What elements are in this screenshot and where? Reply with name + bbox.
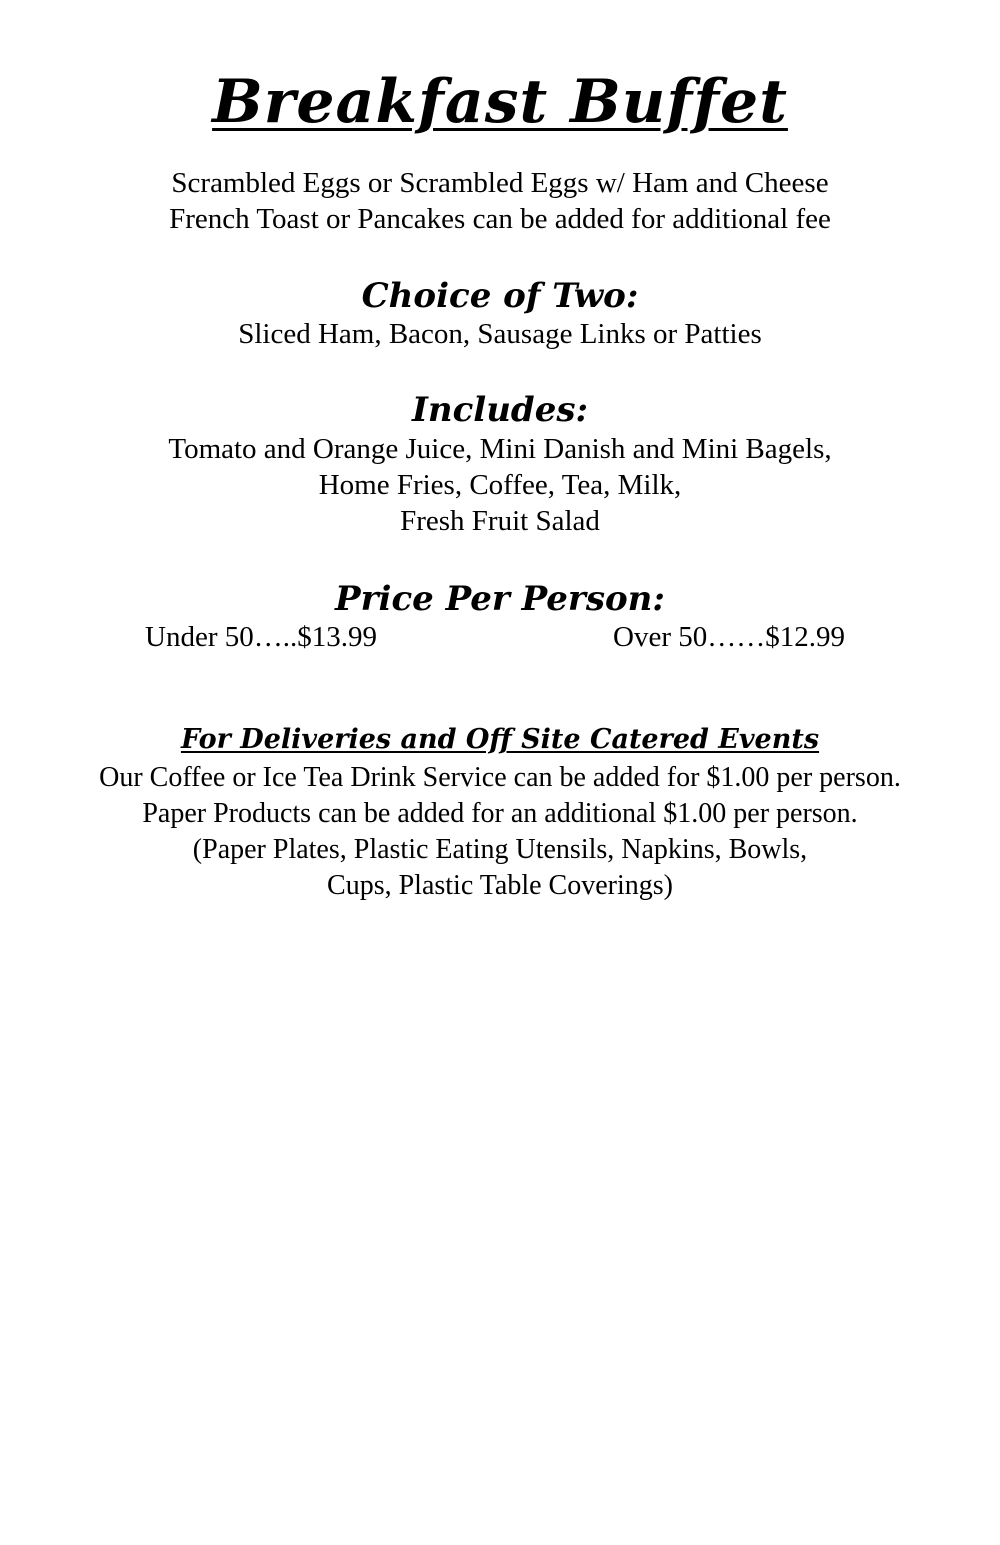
intro-line-1: Scrambled Eggs or Scrambled Eggs w/ Ham and Cheese — [171, 167, 829, 199]
deliveries-line-4: Cups, Plastic Table Coverings) — [327, 870, 673, 901]
deliveries-line-2: Paper Products can be added for an additional $1.00 per person. — [142, 798, 858, 829]
includes-line-3: Fresh Fruit Salad — [400, 505, 600, 537]
price-row — [0, 619, 1000, 659]
includes-section — [0, 431, 1000, 539]
includes-line-2: Home Fries, Coffee, Tea, Milk, — [318, 469, 682, 501]
deliveries-heading — [0, 722, 1000, 758]
choice-section — [0, 316, 1000, 352]
intro-line-2: French Toast or Pancakes can be added for additional fee — [169, 203, 831, 235]
deliveries-section — [0, 760, 1000, 904]
deliveries-line-1: Our Coffee or Ice Tea Drink Service can be added for $1.00 per person. — [99, 762, 901, 793]
choice-line-1: Sliced Ham, Bacon, Sausage Links or Patties — [238, 318, 762, 350]
price-under-50: Under 50…..$13.99 — [145, 621, 377, 653]
deliveries-heading-text: For Deliveries and Off Site Catered Events — [180, 724, 820, 755]
choice-heading: Choice of Two: — [361, 276, 639, 316]
includes-heading: Includes: — [411, 390, 589, 430]
title-text: Breakfast Buffet — [212, 67, 788, 137]
includes-line-1: Tomato and Orange Juice, Mini Danish and Mini Bagels, — [168, 433, 832, 465]
price-over-50: Over 50……$12.99 — [613, 621, 845, 653]
page-title — [0, 62, 1000, 142]
price-heading: Price Per Person: — [335, 579, 665, 619]
intro-section — [0, 165, 1000, 237]
deliveries-line-3: (Paper Plates, Plastic Eating Utensils, Napkins, Bowls, — [192, 834, 808, 865]
